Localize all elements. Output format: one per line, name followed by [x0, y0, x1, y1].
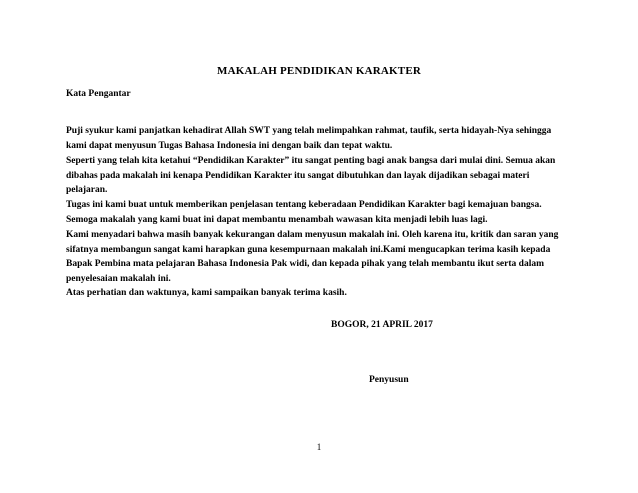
page-number: 1 [316, 442, 322, 452]
paragraph-importance: Seperti yang telah kita ketahui “Pendidikan Karakter” itu sangat penting bagi anak bangsa dari mulai dini. Semua akan dibahas pada makalah ini kenapa Pendidikan Karakter itu sangat dibutuhkan dan layak dijadikan sebagai materi pelajaran. [66, 156, 556, 196]
place-date: BOGOR, 21 APRIL 2017 [331, 320, 433, 330]
paragraph-purpose: Tugas ini kami buat untuk memberikan penjelasan tentang keberadaan Pendidikan Karakter bagi kemajuan bangsa. Semoga makalah yang kami buat ini dapat membantu menambah wawasan kita menjadi lebih luas lagi. [66, 200, 542, 225]
section-heading: Kata Pengantar [66, 89, 131, 99]
paragraph-opening: Puji syukur kami panjatkan kehadirat Allah SWT yang telah melimpahkan rahmat, taufik, serta hidayah-Nya sehingga kami dapat menyusun Tugas Bahasa Indonesia ini dengan baik dan tepat waktu. [66, 126, 552, 151]
paragraph-acknowledgement: Kami menyadari bahwa masih banyak kekurangan dalam menyusun makalah ini. Oleh karena itu, kritik dan saran yang sifatnya membangun sangat kami harapkan guna kesempurnaan makalah ini.Kami mengucapkan terima kasih kepada Bapak Pembina mata pelajaran Bahasa Indonesia Pak widi, dan kepada pihak yang telah membantu ikut serta dalam penyelesaian makalah ini. [66, 230, 559, 284]
paragraph-closing: Atas perhatian dan waktunya, kami sampaikan banyak terima kasih. [66, 288, 347, 298]
signer-label: Penyusun [369, 375, 409, 385]
document-title: MAKALAH PENDIDIKAN KARAKTER [216, 65, 422, 77]
